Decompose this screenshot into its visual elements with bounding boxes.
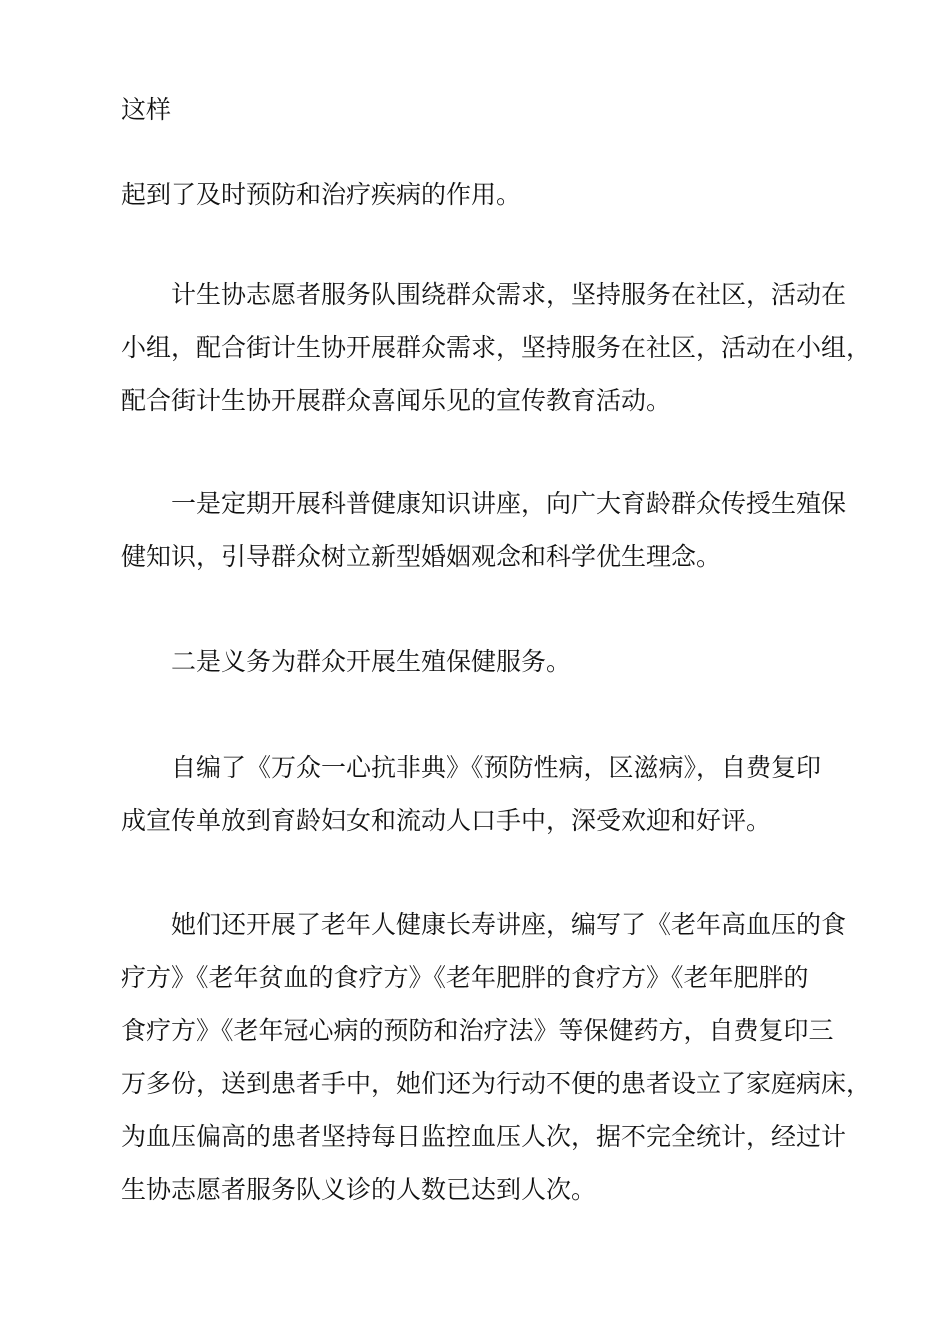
text-line: 计生协志愿者服务队围绕群众需求，坚持服务在社区，活动在 xyxy=(121,280,847,309)
text-line: 健知识，引导群众树立新型婚姻观念和科学优生理念。 xyxy=(121,542,722,571)
text-line: 自编了《万众一心抗非典》《预防性病，区滋病》，自费复印 xyxy=(121,753,822,782)
text-line: 为血压偏高的患者坚持每日监控血压人次，据不完全统计，经过计 xyxy=(121,1122,847,1151)
text-line: 食疗方》《老年冠心病的预防和治疗法》等保健药方，自费复印三 xyxy=(121,1016,834,1045)
text-line: 小组，配合街计生协开展群众需求，坚持服务在社区，活动在小组， xyxy=(121,333,872,362)
text-line: 二是义务为群众开展生殖保健服务。 xyxy=(121,647,572,676)
paragraph-2 xyxy=(121,168,833,221)
text-line: 起到了及时预防和治疗疾病的作用。 xyxy=(121,180,522,209)
text-line: 这样 xyxy=(121,95,172,124)
text-line: 她们还开展了老年人健康长寿讲座，编写了《老年高血压的食 xyxy=(121,910,847,939)
paragraph-5 xyxy=(121,635,833,688)
text-line: 生协志愿者服务队义诊的人数已达到人次。 xyxy=(121,1175,597,1204)
text-line: 疗方》《老年贫血的食疗方》《老年肥胖的食疗方》《老年肥胖的 xyxy=(121,963,809,992)
paragraph-7 xyxy=(121,898,872,1216)
text-line: 配合街计生协开展群众喜闻乐见的宣传教育活动。 xyxy=(121,386,672,415)
text-line: 成宣传单放到育龄妇女和流动人口手中，深受欢迎和好评。 xyxy=(121,806,772,835)
paragraph-3 xyxy=(121,268,872,427)
text-line: 一是定期开展科普健康知识讲座，向广大育龄群众传授生殖保 xyxy=(121,489,847,518)
paragraph-4 xyxy=(121,477,847,583)
paragraph-1 xyxy=(121,83,833,136)
text-line: 万多份，送到患者手中，她们还为行动不便的患者设立了家庭病床， xyxy=(121,1069,872,1098)
paragraph-6 xyxy=(121,741,833,847)
